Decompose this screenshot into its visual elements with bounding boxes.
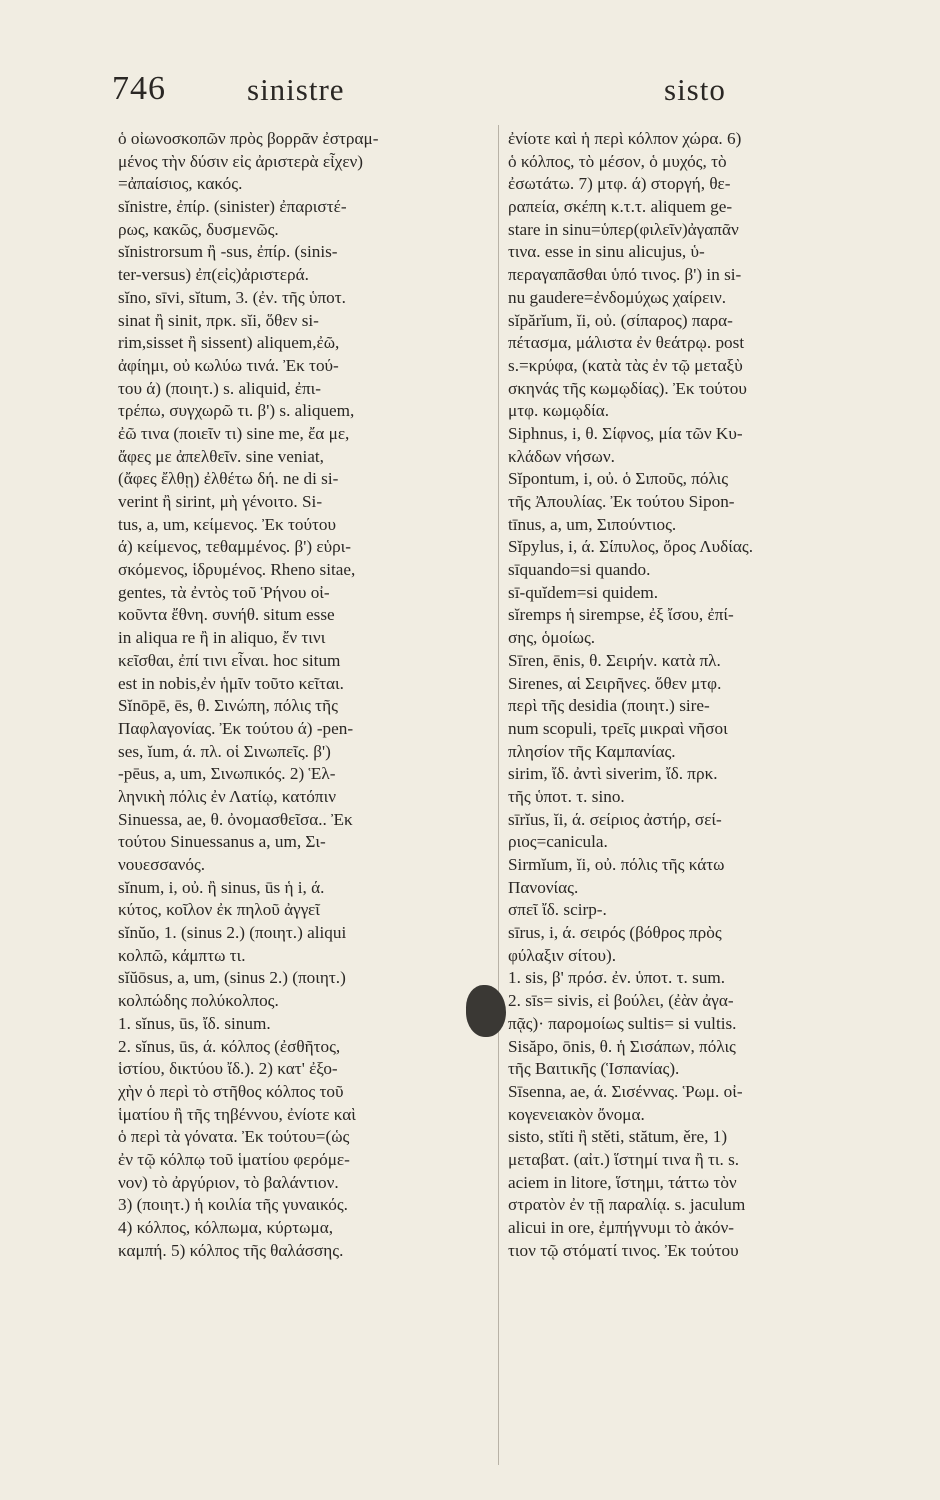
text-line: τούτου Sinuessanus a, um, Σι- [118,832,326,852]
text-line: Πανονίας. [508,877,579,897]
text-line: tīnus, a, um, Σιπούντιος. [508,514,677,534]
text-line: νουεσσανός. [118,855,206,874]
right-column [508,128,893,1463]
text-line: gentes, τὰ ἐντὸς τοῦ Ῥήνου οἰ- [118,582,330,602]
text-line: ὁ οἰωνοσκοπῶν πρὸς βορρᾶν ἐστραμ- [118,129,379,148]
text-line: Παφλαγονίας. Ἐκ τούτου ά) -pen- [118,718,354,738]
text-line: Sīren, ēnis, θ. Σειρήν. κατὰ πλ. [508,650,721,670]
text-line: ses, ĭum, ά. πλ. οἱ Σινωπεῖς. β') [118,741,331,761]
text-line: =ἀπαίσιος, κακός. [118,174,243,194]
text-line: 1. sĭnus, ūs, ἴδ. sinum. [118,1013,271,1033]
text-line: ἐν τῷ κόλπῳ τοῦ ἱματίου φερόμε- [118,1149,350,1169]
text-line: ὁ περὶ τὰ γόνατα. Ἐκ τούτου=(ὡς [118,1127,350,1147]
text-line: τιον τῷ στόματί τινος. Ἐκ τούτου [508,1240,739,1260]
text-line: Sisăpo, ōnis, θ. ἡ Σισάπων, πόλις [508,1036,736,1056]
text-line: ἐῶ τινα (ποιεῖν τι) sine me, ἔα με, [118,423,350,443]
text-line: μένος τὴν δύσιν εἰς ἀριστερὰ εἶχεν) [118,151,364,171]
left-column [118,128,503,1463]
text-line: ληνικὴ πόλις ἐν Λατίῳ, κατόπιν [118,786,336,806]
text-line: ἀφίημι, οὐ κωλύω τινά. Ἐκ τού- [118,355,339,375]
text-line: Sirmĭum, ĭi, οὐ. πόλις τῆς κάτω [508,855,725,874]
text-line: κοῦντα ἔθνη. συνήθ. situm esse [118,605,335,625]
text-line: s.=κρύφα, (κατὰ τὰς ἐν τῷ μεταξὺ [508,355,743,375]
text-line: ἐσωτάτω. 7) μτφ. ά) στοργή, θε- [508,174,731,194]
text-line: ρως, κακῶς, δυσμενῶς. [118,219,279,239]
text-line: σης, ὁμοίως. [508,628,596,648]
text-line: νον) τὸ ἀργύριον, τὸ βαλάντιον. [118,1172,339,1192]
text-line: καμπή. 5) κόλπος τῆς θαλάσσης. [118,1240,344,1260]
text-line: πλησίον τῆς Καμπανίας. [508,741,676,761]
text-line: ριος=canicula. [508,832,608,852]
text-line: sīquando=si quando. [508,560,651,580]
text-line: κεῖσθαι, ἐπί τινι εἶναι. hoc situm [118,650,341,670]
text-line: sī-quĭdem=si quidem. [508,582,659,602]
text-line: τῆς Ἀπουλίας. Ἐκ τούτου Sipon- [508,492,735,511]
text-line: τῆς ὑποτ. τ. sino. [508,786,625,806]
text-line: sirim, ἴδ. ἀντὶ siverim, ἴδ. πρκ. [508,764,718,784]
page-number: 746 [112,70,166,107]
text-line: sĭno, sīvi, sĭtum, 3. (ἐν. τῆς ὑποτ. [118,287,346,307]
text-line: 4) κόλπος, κόλπωμα, κύρτωμα, [118,1218,333,1237]
text-line: ὁ κόλπος, τὸ μέσον, ὁ μυχός, τὸ [508,151,727,171]
text-line: sĭpărĭum, ĭi, οὐ. (σίπαρος) παρα- [508,310,733,330]
text-line: sĭnum, i, οὐ. ἢ sinus, ūs ἡ i, ά. [118,877,325,897]
text-line: τῆς Βαιτικῆς (Ἱσπανίας). [508,1059,680,1079]
text-line: ter-versus) ἐπ(εἰς)ἀριστερά. [118,265,309,285]
text-line: χὴν ὁ περὶ τὸ στῆθος κόλπος τοῦ [118,1081,344,1101]
text-line: Sirenes, αἱ Σειρῆνες. ὅθεν μτφ. [508,673,722,693]
text-line: nu gaudere=ἐνδομύχως χαίρειν. [508,287,727,307]
text-line: 2. sĭnus, ūs, ά. κόλπος (ἐσθῆτος, [118,1036,341,1056]
text-line: Sĭnōpē, ēs, θ. Σινώπη, πόλις τῆς [118,696,338,716]
text-line: sĭremps ἡ sirempse, ἐξ ἴσου, ἐπί- [508,605,734,625]
text-line: φύλαξιν σίτου). [508,945,617,965]
text-line: κογενειακὸν ὄνομα. [508,1104,645,1124]
text-line: aciem in litore, ἵστημι, τάττω τὸν [508,1172,737,1192]
text-line: num scopuli, τρεῖς μικραὶ νῆσοι [508,718,728,738]
text-line: ἐνίοτε καὶ ἡ περὶ κόλπον χώρα. 6) [508,129,742,148]
text-line: στρατὸν ἐν τῇ παραλίᾳ. s. jaculum [508,1195,746,1215]
text-line: ἱστίου, δικτύου ἴδ.). 2) κατ' ἐξο- [118,1059,338,1079]
text-line: περὶ τῆς desidia (ποιητ.) sire- [508,696,710,716]
text-line: πέτασμα, μάλιστα ἐν θεάτρῳ. post [508,333,745,353]
text-line: κύτος, κοῖλον ἐκ πηλοῦ ἀγγεῖ [118,900,320,920]
text-line: Sinuessa, ae, θ. ὀνομασθεῖσα.. Ἐκ [118,809,353,829]
text-line: Siphnus, i, θ. Σίφνος, μία τῶν Κυ- [508,423,743,443]
text-line: περαγαπᾶσθαι ὑπό τινος. β') in si- [508,265,742,285]
text-line: sinat ἢ sinit, πρκ. sĭi, ὅθεν si- [118,310,319,330]
text-line: σκηνάς τῆς κωμῳδίας). Ἐκ τούτου [508,378,747,398]
right-running-headword: sisto [664,72,726,107]
text-line: sĭnistrorsum ἢ -sus, ἐπίρ. (sinis- [118,242,338,262]
text-line: sĭnistre, ἐπίρ. (sinister) ἐπαριστέ- [118,197,347,217]
text-line: ἄφες με ἀπελθεῖν. sine veniat, [118,446,324,466]
text-line: ἱματίου ἢ τῆς τηβέννου, ἐνίοτε καὶ [118,1104,356,1124]
text-line: stare in sinu=ὑπερ(φιλεῖν)ἀγαπᾶν [508,219,739,239]
text-line: μτφ. κωμῳδία. [508,401,610,421]
text-line: sīrĭus, ĭi, ά. σείριος ἀστήρ, σεί- [508,809,722,829]
text-line: verint ἢ sirint, μὴ γένοιτο. Si- [118,492,323,511]
text-line: sĭnŭo, 1. (sinus 2.) (ποιητ.) aliqui [118,923,347,943]
ink-blot [466,985,506,1037]
page-header [112,70,832,120]
text-line: alicui in ore, ἐμπήγνυμι τὸ ἀκόν- [508,1218,734,1237]
text-line: ραπεία, σκέπη κ.τ.τ. aliquem ge- [508,197,733,217]
text-line: Sīsenna, ae, ά. Σισέννας. Ῥωμ. οἰ- [508,1081,743,1101]
text-line: 1. sis, β' πρόσ. ἐν. ὑποτ. τ. sum. [508,968,726,988]
text-line: μεταβατ. (αἰτ.) ἵστημί τινα ἢ τι. s. [508,1149,740,1169]
text-line: sisto, stĭti ἢ stěti, stătum, ěre, 1) [508,1127,728,1147]
text-line: σκόμενος, ἱδρυμένος. Rheno sitae, [118,560,356,580]
text-line: Sĭpontum, i, οὐ. ὁ Σιποῦς, πόλις [508,469,729,489]
text-line: 2. sīs= sivis, εἰ βούλει, (ἐὰν ἀγα- [508,991,734,1011]
text-line: κλάδων νήσων. [508,446,615,466]
text-line: (ἄφες ἔλθῃ) ἐλθέτω δή. ne di si- [118,469,339,489]
text-line: sĭŭōsus, a, um, (sinus 2.) (ποιητ.) [118,968,346,988]
text-line: κολπώδης πολύκολπος. [118,991,279,1011]
text-line: in aliqua re ἢ in aliquo, ἔν τινι [118,628,326,648]
text-line: ά) κείμενος, τεθαμμένος. β') εὑρι- [118,537,352,557]
left-running-headword: sinistre [247,72,345,107]
text-line: Sĭpylus, i, ά. Σίπυλος, ὄρος Λυδίας. [508,537,754,557]
column-divider [498,125,499,1465]
text-line: rim,sisset ἢ sissent) aliquem,ἐῶ, [118,333,340,353]
text-line: κολπῶ, κάμπτω τι. [118,945,246,965]
text-line: 3) (ποιητ.) ἡ κοιλία τῆς γυναικός. [118,1195,348,1215]
text-line: sīrus, i, ά. σειρός (βόθρος πρὸς [508,923,722,943]
text-line: σπεῖ ἴδ. scirp-. [508,900,607,920]
text-line: -pēus, a, um, Σινωπικός. 2) Ἑλ- [118,764,336,784]
text-line: πᾷς)· παρομοίως sultis= si vultis. [508,1013,737,1033]
text-line: τρέπω, συγχωρῶ τι. β') s. aliquem, [118,401,355,421]
text-line: του ά) (ποιητ.) s. aliquid, ἐπι- [118,378,322,398]
text-line: est in nobis,ἐν ἡμῖν τοῦτο κεῖται. [118,673,344,693]
text-line: τινα. esse in sinu alicujus, ὑ- [508,242,705,262]
text-line: tus, a, um, κείμενος. Ἐκ τούτου [118,514,336,534]
